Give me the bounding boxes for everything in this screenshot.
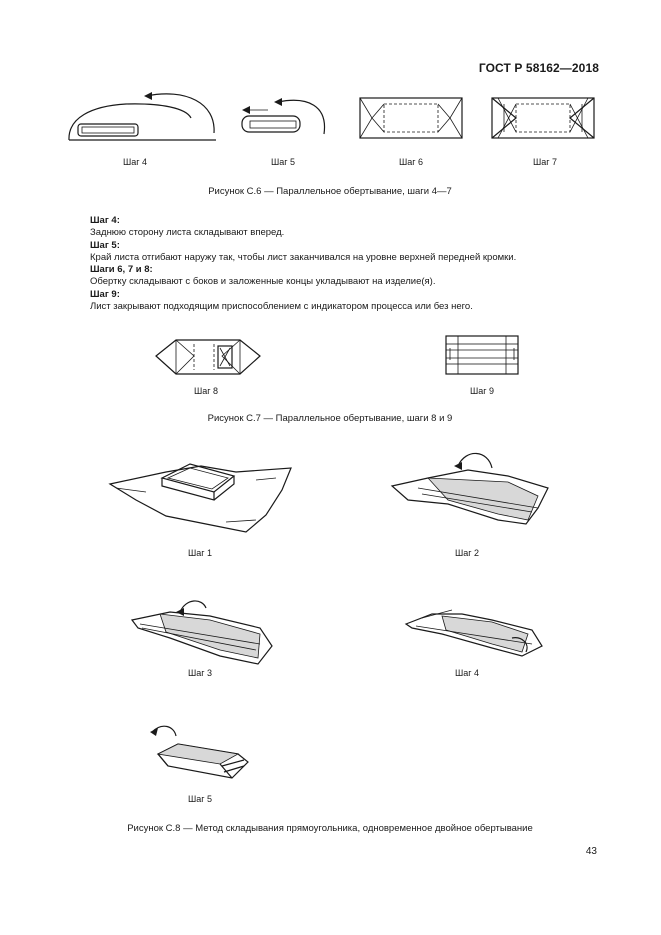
instruction-text: Заднюю сторону листа складывают вперед. [90, 227, 285, 239]
figure-c7-step-label: Шаг 8 [193, 386, 219, 396]
figure-c7-step9-drawing [444, 334, 524, 378]
page-number: 43 [585, 846, 597, 857]
figure-c7-step8-drawing [154, 336, 264, 380]
figure-c6-step-label: Шаг 5 [270, 157, 296, 167]
instructions-block [90, 215, 610, 313]
instruction-text: Лист закрывают подходящим приспособлением с индикатором процесса или без него. [90, 301, 473, 313]
figure-c8-step4-drawing [402, 600, 552, 664]
figure-c6-step4-drawing [66, 88, 226, 148]
figure-c6-step5-drawing [238, 96, 338, 144]
document-standard-number: ГОСТ Р 58162—2018 [478, 61, 599, 75]
instruction-label: Шаги 6, 7 и 8: [90, 264, 153, 276]
figure-c6-step-label: Шаг 4 [122, 157, 148, 167]
figure-c6-step6-drawing [358, 96, 468, 142]
instruction-text: Обертку складывают с боков и заложенные концы укладывают на изделие(я). [90, 276, 436, 288]
figure-c6-step7-drawing [490, 96, 600, 142]
figure-c8-step3-drawing [130, 598, 280, 668]
figure-c8-step-label: Шаг 1 [187, 548, 213, 558]
figure-c8-caption: Рисунок С.8 — Метод складывания прямоугольника, одновременное двойное обертывание [127, 823, 533, 834]
instruction-text: Край листа отгибают наружу так, чтобы лист заканчивался на уровне верхней передней кромки. [90, 251, 517, 263]
instruction-label: Шаг 9: [90, 288, 120, 300]
figure-c6-step-label: Шаг 6 [398, 157, 424, 167]
figure-c8-step-label: Шаг 5 [187, 794, 213, 804]
figure-c8-step-label: Шаг 3 [187, 668, 213, 678]
figure-c8-step-label: Шаг 4 [454, 668, 480, 678]
instruction-label: Шаг 4: [90, 215, 120, 226]
figure-c7-caption: Рисунок С.7 — Параллельное обертывание, шаги 8 и 9 [207, 413, 453, 424]
figure-c8-step-label: Шаг 2 [454, 548, 480, 558]
figure-c6-caption: Рисунок С.6 — Параллельное обертывание, шаги 4—7 [208, 186, 452, 197]
instruction-label: Шаг 5: [90, 239, 120, 251]
figure-c6-step-label: Шаг 7 [532, 157, 558, 167]
figure-c8-step5-drawing [148, 724, 258, 784]
figure-c8-step1-drawing [106, 460, 296, 536]
figure-c8-step2-drawing [388, 448, 558, 538]
figure-c7-step-label: Шаг 9 [469, 386, 495, 396]
